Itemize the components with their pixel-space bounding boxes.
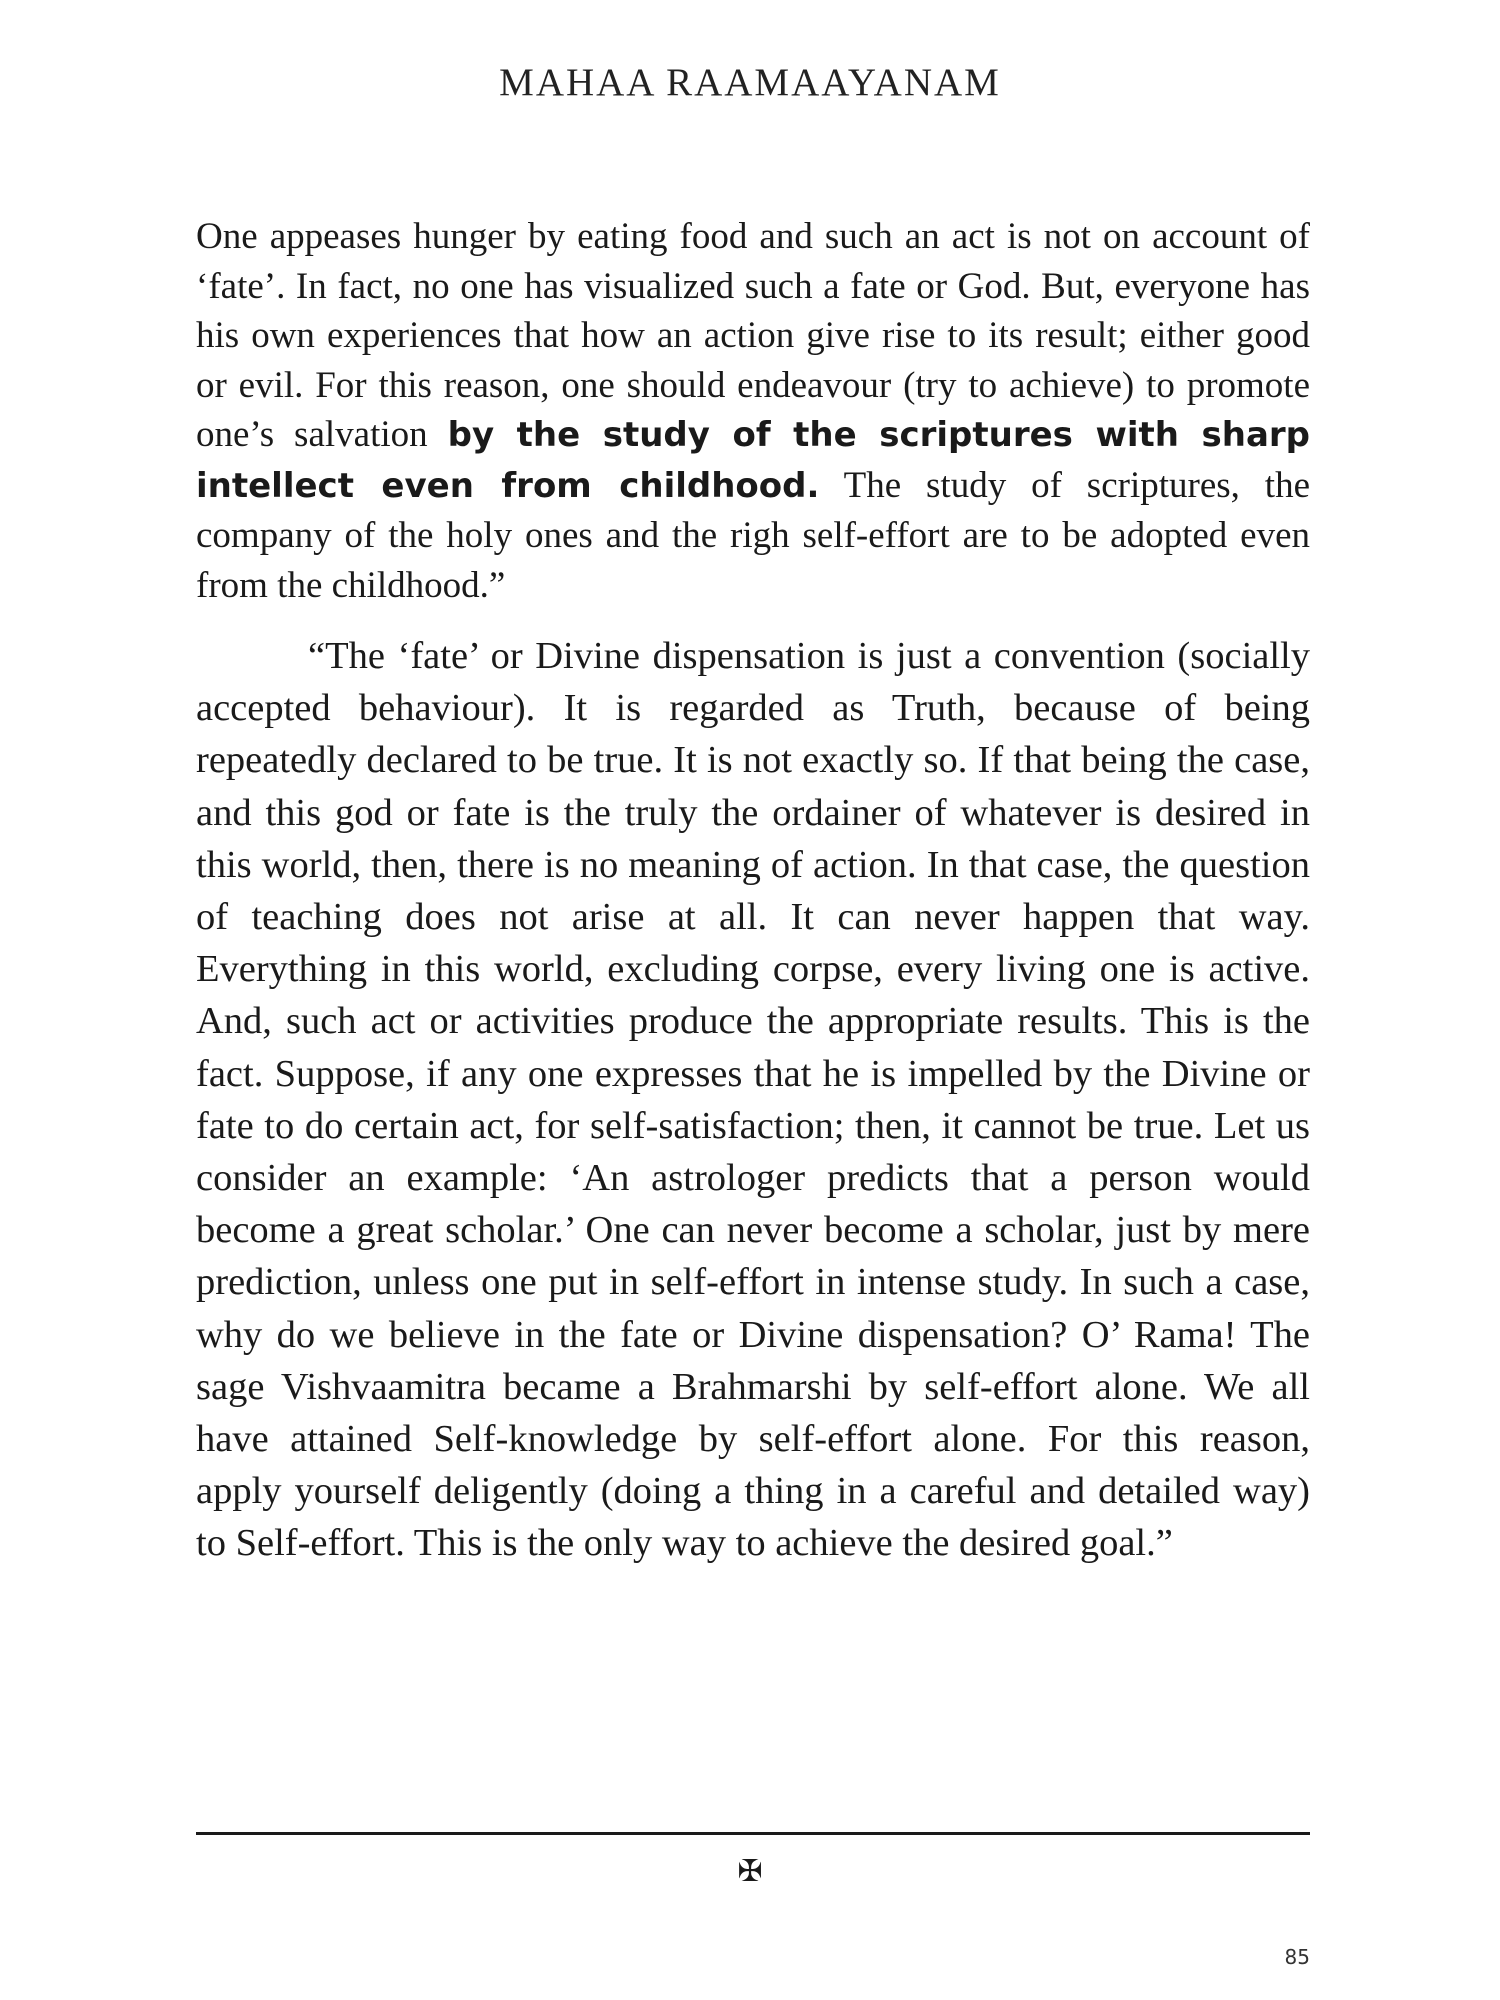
- page-number: 85: [1284, 1945, 1310, 1969]
- section-divider-rule: [196, 1832, 1310, 1835]
- paragraph-1-text-end: The study of scriptures, the company of the holy ones and the righ self-effort are to be adopted even from the childhood.”: [196, 464, 1310, 606]
- body-text: [196, 212, 1310, 1570]
- paragraph-1-bold-text: by the study of the scriptures with sharp intellect even from childhood.: [196, 415, 1310, 506]
- paragraph-2: “The ‘fate’ or Divine dispensation is just a convention (socially accepted behaviour). It is regarded as Truth, because of being repeatedly declared to be true. It is not exactly so. If that being the case, and this god or fate is the truly the ordainer of whatever is desired in this world, then, there is no meaning of action. In that case, the question of teaching does not arise at all. It can never happen that way. Everything in this world, excluding corpse, every living one is active. And, such act or activities produce the appropriate results. This is the fact. Suppose, if any one expresses that he is impelled by the Divine or fate to do certain act, for self-satisfaction; then, it cannot be true. Let us consider an example: ‘An astrologer predicts that a person would become a great scholar.’ One can never become a scholar, just by mere prediction, unless one put in self-effort in intense study. In such a case, why do we believe in the fate or Divine dispensation? O’ Rama! The sage Vishvaamitra became a Brahmarshi by self-effort alone. We all have attained Self-knowledge by self-effort alone. For this reason, apply yourself deligently (doing a thing in a careful and detailed way) to Self-effort. This is the only way to achieve the desired goal.”: [196, 635, 1310, 1565]
- paragraph-1-text-start: One appeases hunger by eating food and such an act is not on account of ‘fate’. In fact, no one has visualized such a fate or God. But, everyone has his own experiences that how an action give rise to its result; either good or evil. For this reason, one should endeavour (try to achieve) to promote one’s salvation: [196, 216, 1310, 455]
- cross-ornament-icon: ✠: [737, 1854, 763, 1889]
- running-head: MAHAA RAAMAAYANAM: [499, 61, 1001, 104]
- paragraph-1: [196, 212, 1310, 610]
